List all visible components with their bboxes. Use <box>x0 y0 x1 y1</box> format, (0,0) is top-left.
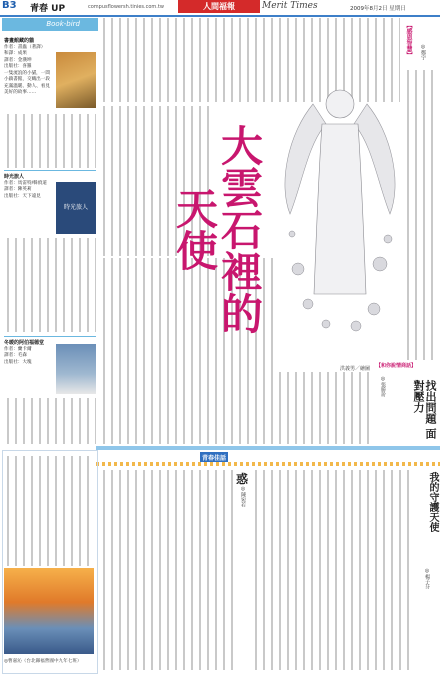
illustrator-credit: 洪義男／繪圖 <box>340 366 371 372</box>
bottom-drawing <box>4 568 94 654</box>
bottom-dots <box>96 462 440 466</box>
bottom-author-2: ◎陳宛若 <box>240 486 246 507</box>
side-section-text: 【和你說情商話】 <box>376 363 417 369</box>
book-meta: 和譯：成果 <box>4 51 27 56</box>
header-url[interactable]: compusflowersh.tinies.com.tw <box>88 4 164 10</box>
newspaper-logo-en: Merit Times <box>262 1 318 11</box>
book-meta: 出版社：天下遠見 <box>4 193 41 199</box>
page-header <box>0 0 440 17</box>
main-author: ◎鄭宇 <box>420 44 426 60</box>
side-section-label <box>376 362 438 369</box>
issue-date: 2009年8月2日 星期日 <box>350 6 406 12</box>
book-meta: 出版社：喜羅 <box>4 64 32 69</box>
book-cover-image <box>56 52 96 108</box>
book-meta: 譯者：陳英莉 <box>4 187 32 192</box>
book-summary: 一隻流浪的小貓，一間小鎮書館，交織出一段充滿溫暖、動人、看見美好的故事…… <box>4 70 50 95</box>
bottom-article-text-1 <box>100 470 234 670</box>
bottom-caption: ◎曹嘉沁（台北縣福營國中九年七班） <box>4 659 82 664</box>
book-body-lines <box>4 238 96 332</box>
book-title: 時光旅人 <box>4 174 25 180</box>
book-meta: 作者：馬雷特/韓偵道 <box>4 180 47 186</box>
bottom-headline-2: 惑 <box>236 472 249 486</box>
book-divider <box>4 336 96 337</box>
book-cover-title: 時光旅人 <box>63 204 88 211</box>
book-band <box>2 18 98 31</box>
side-article-text <box>276 372 372 444</box>
book-divider <box>4 170 96 171</box>
book-cover-image <box>56 344 96 394</box>
main-section-text: 【感恩智慧】 <box>405 22 412 58</box>
book-title: 書畫館藏的貓 <box>4 38 35 44</box>
book-item <box>4 38 96 168</box>
section-name: 青春 UP <box>30 4 66 14</box>
book-cover-image <box>56 182 96 234</box>
book-band-label: Book-bird <box>46 20 80 28</box>
side-headline: 找出問題 面對壓力 <box>412 380 437 439</box>
side-author: ◎張勝玠 <box>380 376 386 397</box>
book-body-lines <box>4 114 96 168</box>
bottom-author-1: ◎楊子芬 <box>424 568 430 589</box>
main-headline: 大雲石裡的天使 <box>170 124 264 334</box>
bottom-section-tag: 青春佳話 <box>200 452 228 463</box>
book-meta: 譯者：毛森 <box>4 353 27 358</box>
bottom-left-text <box>4 456 94 566</box>
side-text-mid <box>404 70 438 360</box>
book-meta: 作者：蘭卡爾 <box>4 346 32 352</box>
book-meta: 出版社：大塊 <box>4 359 32 365</box>
book-item <box>4 174 96 334</box>
book-meta: 作者：書蟲（著譯） <box>4 44 46 50</box>
book-meta: 譯者：金漢坤 <box>4 57 32 63</box>
bottom-article-text-2 <box>252 470 412 670</box>
angel-illustration <box>278 64 402 360</box>
bottom-band <box>96 446 440 450</box>
bottom-headline-1: 我的守護天使 <box>427 472 438 532</box>
page-number: B3 <box>2 0 17 11</box>
newspaper-logo: 人間福報 <box>178 0 260 13</box>
book-title: 冬暖的阿伯福德堂 <box>4 340 45 346</box>
book-body-lines <box>4 398 96 444</box>
book-item <box>4 340 96 444</box>
book-column <box>2 18 98 446</box>
